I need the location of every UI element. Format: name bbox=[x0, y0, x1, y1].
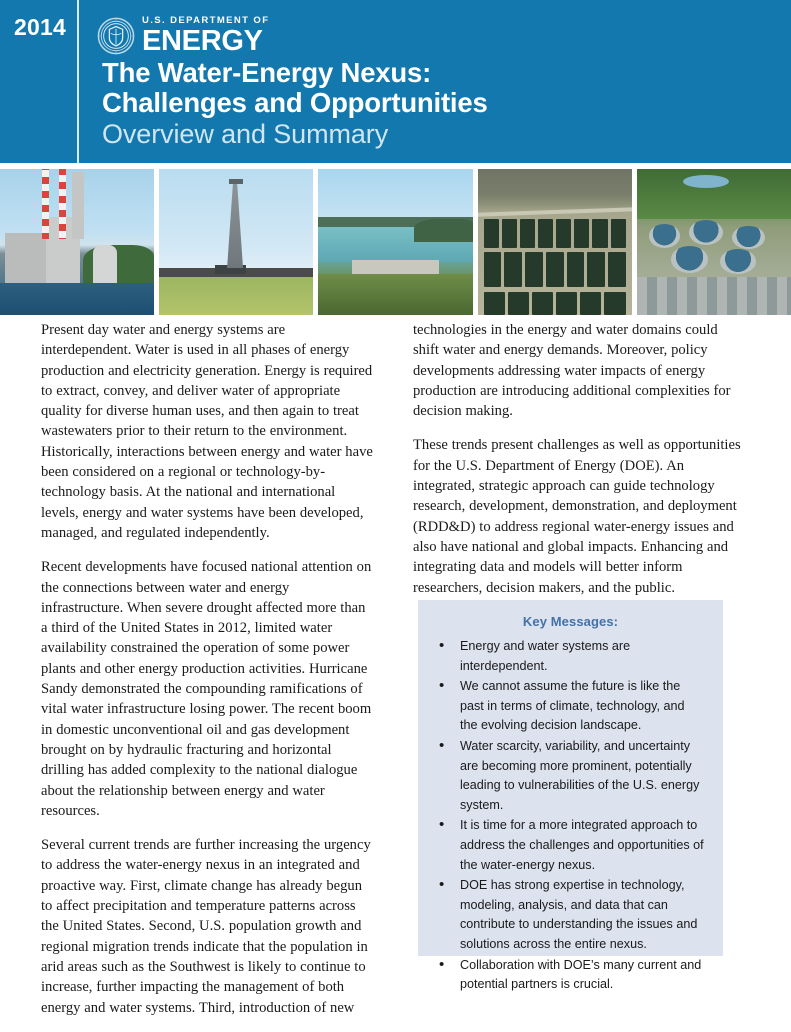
photo-decor-grey-stack bbox=[72, 172, 84, 239]
report-title-line-2: Challenges and Opportunities bbox=[102, 87, 488, 118]
photo-decor-clarifier-1 bbox=[649, 224, 680, 247]
list-item: • Water scarcity, variability, and uncertainty are becoming more prominent, potentially leading to vulnerabilities of the U.S. energy system. bbox=[458, 737, 705, 815]
photo-decor-road bbox=[478, 207, 632, 217]
photo-decor-pond-row-2 bbox=[484, 252, 626, 287]
list-item: • It is time for a more integrated approach to address the challenges and opportunities of the water-energy nexus. bbox=[458, 816, 705, 875]
left-text-column bbox=[41, 320, 374, 1032]
wastewater-plant-photo bbox=[637, 169, 791, 315]
photo-strip bbox=[0, 169, 791, 315]
key-messages-list bbox=[432, 637, 709, 995]
photo-decor-striped-stack-2 bbox=[59, 169, 66, 239]
photo-decor-field bbox=[159, 277, 313, 315]
photo-decor-clarifier-3 bbox=[732, 226, 764, 249]
doe-seal-icon bbox=[97, 17, 135, 55]
list-item: • Energy and water systems are interdependent. bbox=[458, 637, 705, 676]
photo-decor-pond bbox=[683, 175, 729, 188]
publication-year: 2014 bbox=[14, 14, 66, 40]
list-item: • Collaboration with DOE’s many current and potential partners is crucial. bbox=[458, 956, 705, 995]
doe-wordmark bbox=[142, 16, 269, 56]
reservoir-dam-photo bbox=[318, 169, 472, 315]
photo-decor-derrick bbox=[227, 181, 243, 269]
power-plant-photo bbox=[0, 169, 154, 315]
photo-decor-water bbox=[0, 283, 154, 315]
photo-decor-hill-right bbox=[414, 219, 473, 242]
report-title-block bbox=[102, 58, 762, 150]
photo-decor-clarifier-2 bbox=[689, 220, 723, 245]
photo-decor-pond-row-1 bbox=[484, 219, 626, 248]
photo-decor-tank bbox=[93, 245, 118, 283]
list-item: • DOE has strong expertise in technology, modeling, analysis, and data that can contribute to understanding the issues and solutions across the entire nexus. bbox=[458, 876, 705, 954]
photo-decor-derrick-top bbox=[229, 179, 243, 184]
right-text-column bbox=[413, 320, 746, 612]
key-messages-box bbox=[418, 600, 723, 992]
photo-decor-clarifier-5 bbox=[720, 249, 755, 274]
photo-decor-pond-row-3 bbox=[484, 292, 626, 315]
photo-decor-striped-stack-1 bbox=[42, 169, 49, 239]
photo-decor-basins bbox=[637, 277, 791, 315]
paragraph: Several current trends are further increasing the urgency to address the water-energy nexus in an integrated and proactive way. First, climate change has already begun to affect precipitation and temperature patterns across the United States. Second, U.S. population growth and regional migration trends indicate that the population in arid areas such as the Southwest is likely to continue to increase, further impacting the management of both energy and water systems. Third, introduction of new bbox=[41, 837, 371, 1016]
page-header bbox=[0, 0, 791, 163]
algae-ponds-photo bbox=[478, 169, 632, 315]
photo-decor-foreground bbox=[318, 274, 472, 315]
paragraph: Recent developments have focused national attention on the connections between water and energy infrastructure. When severe drought affected more than a third of the United States in 2012, limited water availability constrained the operation of some power plants and other energy production activities. Hurricane Sandy demonstrated the compounding ramifications of vital water infrastructure losing power. The recent boom in domestic unconventional oil and gas development brought on by hydraulic fracturing and horizontal drilling has added complexity to the national dialogue about the relationship between energy and water resources. bbox=[41, 559, 372, 819]
doe-logo-lockup bbox=[97, 16, 269, 56]
drilling-rig-photo bbox=[159, 169, 313, 315]
header-vertical-divider bbox=[77, 0, 79, 163]
photo-decor-clarifier-4 bbox=[671, 246, 708, 272]
paragraph: Present day water and energy systems are interdependent. Water is used in all phases of energy production and electricity generation. Energy is required to extract, convey, and deliver water of appropriate quality for diverse human uses, and then again to treat wastewaters prior to their return to the environment. Historically, interactions between energy and water have been considered on a regional or technology-by-technology basis. At the national and international levels, energy and water systems have been developed, managed, and regulated independently. bbox=[41, 322, 373, 541]
paragraph: These trends present challenges as well as opportunities for the U.S. Department of Energy (DOE). An integrated, strategic approach can guide technology research, development, demonstration, and deployment (RDD&D) to address regional water-energy issues and also have national and global impacts. Enhancing and integrating data and models will better inform researchers, decision makers, and the public. bbox=[413, 437, 741, 596]
report-title-line-1: The Water-Energy Nexus: bbox=[102, 57, 432, 88]
report-subtitle: Overview and Summary bbox=[102, 119, 389, 149]
doe-department-label: U.S. DEPARTMENT OF bbox=[142, 15, 270, 27]
list-item: • We cannot assume the future is like the past in terms of climate, technology, and the evolving decision landscape. bbox=[458, 677, 705, 736]
doe-energy-label: ENERGY bbox=[142, 24, 263, 57]
key-messages-title: Key Messages: bbox=[522, 614, 619, 629]
paragraph: technologies in the energy and water domains could shift water and energy demands. Moreover, policy developments addressing water impacts of energy production are introducing additional complexities for decision making. bbox=[413, 322, 731, 420]
